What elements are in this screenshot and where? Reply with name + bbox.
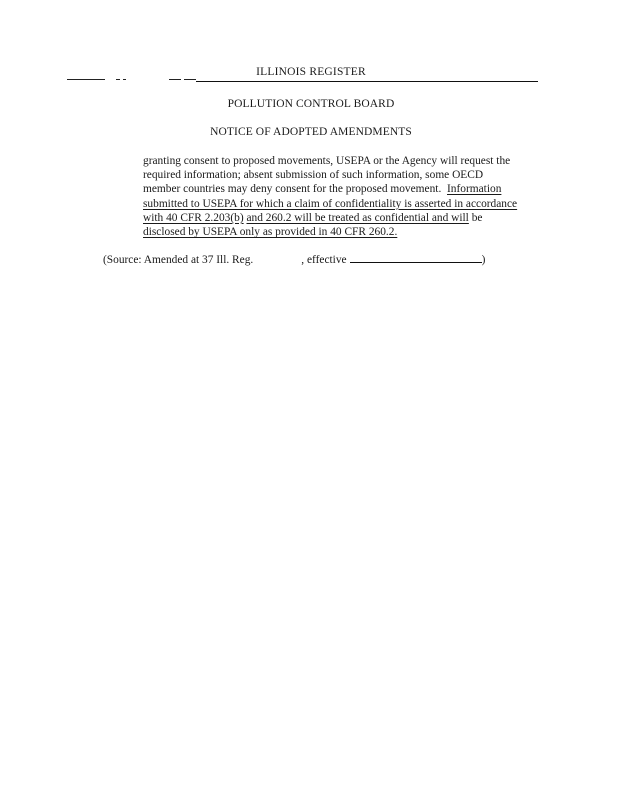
header-rule — [196, 81, 538, 82]
source-close: ) — [481, 254, 486, 266]
body-paragraph — [143, 154, 543, 239]
agency-title: POLLUTION CONTROL BOARD — [227, 98, 395, 110]
body-line-text: member countries may deny consent for the proposed movement. — [143, 183, 442, 196]
underlined-insertion: disclosed by USEPA only as provided in 40 CFR 260.2. — [143, 226, 398, 239]
body-line-text: be — [471, 211, 483, 224]
underlined-insertion: with 40 CFR 2.203(b) — [143, 211, 244, 224]
source-effective: , effective — [301, 254, 347, 266]
body-line — [143, 211, 543, 225]
notice-title: NOTICE OF ADOPTED AMENDMENTS — [210, 126, 412, 138]
register-title: ILLINOIS REGISTER — [256, 66, 366, 78]
body-line: granting consent to proposed movements, USEPA or the Agency will request the — [143, 155, 511, 167]
header-rule-segment — [123, 79, 126, 80]
underlined-insertion: and 260.2 will be treated as confidential and will — [246, 211, 469, 224]
source-note — [103, 251, 485, 266]
header-rule-segment — [67, 79, 105, 80]
underlined-insertion: Information — [447, 183, 502, 196]
effective-date-blank — [350, 251, 482, 263]
body-line — [143, 182, 543, 196]
body-line: required information; absent submission of such information, some OECD — [143, 169, 484, 182]
underlined-insertion: submitted to USEPA for which a claim of confidentiality is asserted in accordance — [143, 197, 518, 210]
source-prefix: (Source: Amended at 37 Ill. Reg. — [103, 254, 254, 266]
header-rule-segment — [184, 79, 196, 80]
header-rule-segment — [116, 79, 120, 80]
header-rule-segment — [169, 79, 181, 80]
